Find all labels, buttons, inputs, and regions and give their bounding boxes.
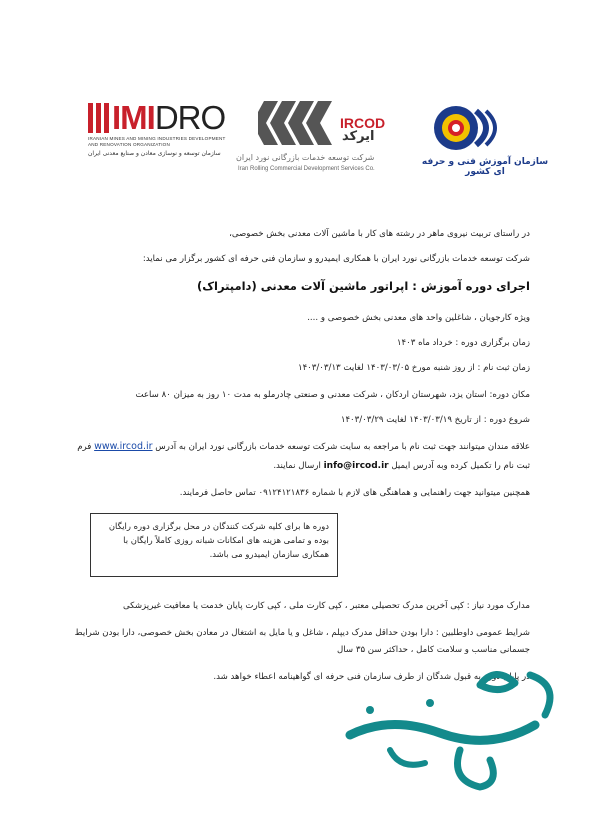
- intro-line-1: در راستای تربیت نیروی ماهر در رشته های کار با ماشین آلات معدنی بخش خصوصی،: [229, 229, 530, 239]
- documents-line: مدارک مورد نیاز : کپی آخرین مدرک تحصیلی معتبر ، کپی کارت ملی ، کپی کارت پایان خدمت یا معافیت غیرپزشکی: [122, 601, 530, 611]
- apply-line-2: [273, 460, 530, 472]
- registration-line: زمان ثبت نام : از روز شنبه مورخ ۱۴۰۳/۰۳/۰۵ لغایت ۱۴۰۳/۰۳/۱۳: [297, 363, 530, 373]
- tvto-logo: [420, 101, 550, 175]
- ircod-name-persian: ایرکد: [342, 129, 375, 144]
- ircod-persian-tagline: شرکت توسعه خدمات بازرگانی نورد ایران: [236, 153, 375, 162]
- conditions-line-2: جسمانی مناسب و سلامت کامل ، حداکثر سن ۳۵ سال: [337, 645, 530, 655]
- imidro-english-name: IRANIAN MINES AND MINING INDUSTRIES DEVELOPMENT AND RENOVATION ORGANIZATION: [88, 136, 226, 147]
- intro-line-2: شرکت توسعه خدمات بازرگانی نورد ایران با همکاری ایمیدرو و سازمان فنی حرفه ای کشور برگزار می نماید:: [142, 254, 530, 264]
- logos-row: [0, 95, 600, 175]
- imidro-bars-icon: [88, 103, 109, 133]
- ircod-name: IRCOD: [340, 115, 386, 131]
- ircod-logo: [232, 95, 400, 175]
- course-time-line: زمان برگزاری دوره : خرداد ماه ۱۴۰۳: [396, 338, 530, 348]
- apply-line-2-start: ثبت نام را تکمیل کرده وبه آدرس ایمیل: [391, 461, 530, 471]
- ircod-stripes-icon: [258, 97, 338, 149]
- audience-line: ویژه کارجویان ، شاغلین واحد های معدنی بخش خصوصی و ....: [307, 313, 530, 323]
- tvto-emblem-icon: [432, 101, 502, 155]
- free-course-note: دوره ها برای کلیه شرکت کنندگان در محل برگزاری دوره رایگان بوده و تمامی هزینه های امکانات شبانه روزی کاملاً رایگان با همکاری سازمان ایمیدرو می باشد.: [90, 513, 338, 577]
- apply-line-1-start: علاقه مندان میتوانند جهت ثبت نام با مراجعه به سایت شرکت توسعه خدمات بازرگانی نورد ایران به آدرس: [155, 442, 530, 452]
- eghtesad-watermark-logo: [330, 655, 570, 795]
- start-date-line: شروع دوره : از تاریخ ۱۴۰۳/۰۳/۱۹ لغایت ۱۴۰۳/۰۳/۲۹: [340, 415, 530, 425]
- email-address[interactable]: info@ircod.ir: [323, 461, 389, 471]
- conditions-line-1: شرایط عمومی داوطلبین : دارا بودن حداقل مدرک دیپلم ، شاغل و یا مایل به اشتغال در معادن بخش خصوصی، دارا بودن شرایط: [74, 628, 530, 638]
- course-title: اجرای دوره آموزش : اپراتور ماشین آلات معدنی (دامپتراک): [196, 279, 530, 293]
- ircod-english-tagline: Iran Rolling Commercial Development Services Co.: [238, 166, 375, 172]
- location-line: مکان دوره: استان یزد، شهرستان اردکان ، شرکت معدنی و صنعتی چادرملو به مدت ۱۰ روز به میزان ۸۰ ساعت: [135, 390, 530, 400]
- apply-line-1: [77, 441, 530, 453]
- contact-line: همچنین میتوانید جهت راهنمایی و هماهنگی های لازم با شماره ۰۹۱۲۴۱۲۱۸۳۶ تماس حاصل فرمایند.: [179, 488, 530, 498]
- imidro-persian-name: سازمان توسعه و نوسازی معادن و صنایع معدنی ایران: [88, 150, 221, 157]
- imidro-logo: [88, 99, 228, 157]
- website-link[interactable]: www.ircod.ir: [94, 441, 153, 452]
- apply-line-1-end: فرم: [77, 442, 92, 452]
- imidro-dark-text: DRO: [154, 99, 226, 136]
- certificate-line: در پایان دوره به قبول شدگان از طرف سازمان فنی حرفه ای گواهینامه اعطاء خواهد شد.: [213, 672, 530, 682]
- imidro-red-text: IMI: [112, 99, 155, 136]
- tvto-persian-name: سازمان آموزش فنی و حرفه ای کشور: [421, 157, 549, 177]
- apply-line-2-end: ارسال نمایند.: [273, 461, 321, 471]
